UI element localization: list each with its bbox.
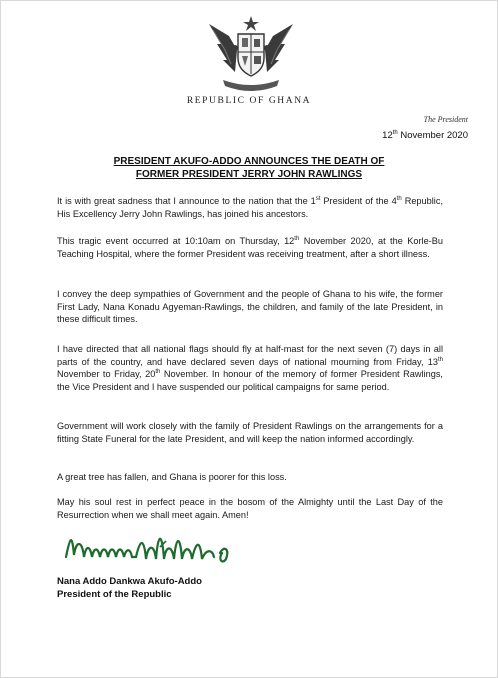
- signatory-role: President of the Republic: [57, 589, 172, 600]
- p4-text-c: November. In honour of the memory of former President Rawlings, the Vice President and I have suspended our political campaigns for same period.: [57, 369, 443, 392]
- letter-date: [382, 130, 468, 141]
- paragraph-5: Government will work closely with the family of President Rawlings on the arrangements for a fitting State Funeral for the late President, and will keep the nation informed accordingly.: [57, 421, 443, 444]
- date-suffix: th: [392, 130, 398, 136]
- p1-sup-a: st: [315, 195, 321, 202]
- title-line-2: FORMER PRESIDENT JERRY JOHN RAWLINGS: [135, 169, 363, 180]
- p1-text-c: Republic, His Excellency Jerry John Rawlings, has joined his ancestors.: [57, 196, 443, 219]
- p4-sup-a: th: [437, 356, 443, 363]
- p1-sup-b: th: [396, 195, 402, 202]
- paragraph-6: A great tree has fallen, and Ghana is poorer for this loss.: [57, 472, 287, 482]
- republic-heading: REPUBLIC OF GHANA: [186, 96, 312, 106]
- p4-sup-b: th: [155, 368, 161, 375]
- p1-text-b: President of the 4: [320, 196, 397, 206]
- signatory-block: [57, 575, 202, 601]
- p4-text-a: I have directed that all national flags should fly at half-mast for the next seven (7) days in all parts of the country, and have declared seven days of national mourning from Friday, 13: [57, 344, 443, 367]
- paragraph-7: May his soul rest in perfect peace in the bosom of the Almighty until the Last Day of the Resurrection when we shall meet again. Amen!: [57, 497, 443, 520]
- date-day: 12: [382, 130, 393, 142]
- paragraph-4: [57, 343, 443, 393]
- p2-sup-a: th: [294, 235, 300, 242]
- paragraph-1: [57, 195, 443, 220]
- paragraph-2: [57, 235, 443, 260]
- announcement-title: [0, 155, 498, 181]
- p2-text-a: This tragic event occurred at 10:10am on Thursday, 12: [57, 236, 295, 246]
- date-rest: November 2020: [397, 130, 468, 142]
- signature-icon: [62, 527, 302, 577]
- office-label: The President: [423, 115, 468, 124]
- coat-of-arms-icon: [205, 14, 297, 96]
- signatory-name: Nana Addo Dankwa Akufo-Addo: [57, 576, 202, 587]
- p2-text-b: November 2020, at the Korle-Bu Teaching Hospital, where the former President was receiving treatment, after a short illness.: [57, 236, 443, 259]
- title-line-1: PRESIDENT AKUFO-ADDO ANNOUNCES THE DEATH OF: [113, 156, 385, 167]
- paragraph-3: I convey the deep sympathies of Government and the people of Ghana to his wife, the former First Lady, Nana Konadu Agyeman-Rawlings, the children, and family of the late President, in these difficult times.: [57, 289, 443, 324]
- p1-text-a: It is with great sadness that I announce to the nation that the 1: [57, 196, 316, 206]
- p4-text-b: November to Friday, 20: [57, 369, 156, 379]
